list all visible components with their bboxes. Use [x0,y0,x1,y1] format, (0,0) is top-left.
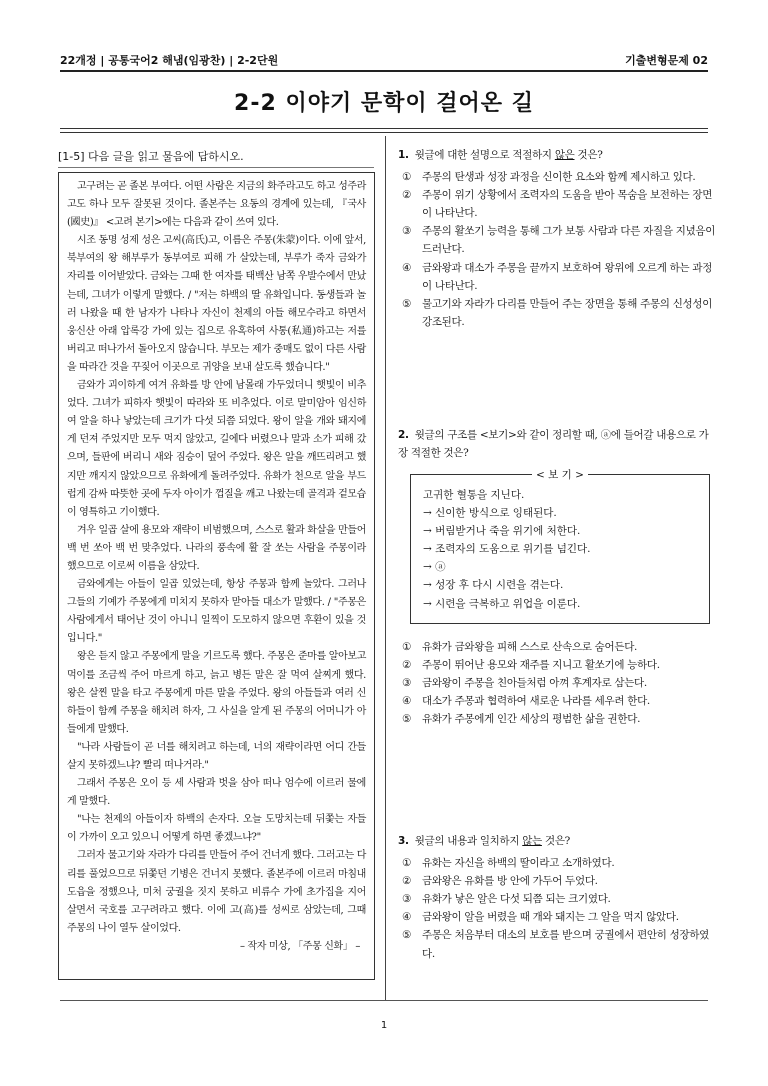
header-rule [60,70,708,72]
answer-option[interactable]: ④ 금와왕이 알을 버렸을 때 개와 돼지는 그 알을 먹지 않았다. [402,911,679,924]
column-divider [385,136,386,1001]
bogi-title: < 보 기 > [532,469,588,481]
passage-paragraph: 그러자 물고기와 자라가 다리를 만들어 주어 건너게 했다. 그러고는 다리를 풀었으므로 뒤쫓던 기병은 건너지 못했다. 졸본주에 이르러 마침내 도읍을 정했으나, 미처 궁궐을 짓지 못하고 비류수 가에 초가집을 지어 살면서 국호를 고구려라고 했다. 이에 고(高)를 성씨로 삼았는데, 그때 주몽의 나이 열두 살이었다. [67,850,366,934]
footer-rule [60,1000,708,1001]
passage-paragraph: 그래서 주몽은 오이 등 세 사람과 벗을 삼아 떠나 엄수에 이르러 물에게 말했다. [67,778,366,808]
question-stem: 3. 윗글의 내용과 일치하지 않는 것은? [398,835,570,847]
bogi-line: 고귀한 혈통을 지닌다. [423,489,525,501]
question-3 [398,832,718,963]
page-number: 1 [380,1020,388,1031]
answer-option[interactable]: ② 주몽이 위기 상황에서 조력자의 도움을 받아 목숨을 보전하는 장면이 나타난다. [402,189,713,220]
bogi-box [410,469,710,624]
passage-paragraph: 시조 동명 성제 성은 고씨(高氏)고, 이름은 주몽(朱蒙)이다. 이에 앞서, 북부여의 왕 해부루가 동부여로 피해 가 살았는데, 부루가 죽자 금와가 자리를 이어받았다. 금와는 그때 한 여자를 태백산 남쪽 우발수에서 만났는데, 그녀가 이렇게 말했다. / "저는 하백의 딸 유화입니다. 동생들과 놀러 나왔을 때 한 남자가 나타나 자신이 천제의 아들 해모수라고 하면서 웅신산 아래 압록강 가에 있는 집으로 유혹하여 사통(私通)하고는 저를 버리고 떠나가서 돌아오지 않습니다. 부모는 제가 중매도 없이 다른 사람을 따라간 것을 꾸짖어 이곳으로 귀양을 보내 살도록 했습니다." [67,235,366,373]
passage-paragraph: 겨우 일곱 살에 용모와 재략이 비범했으며, 스스로 활과 화살을 만들어 백 번 쏘아 백 번 맞추었다. 나라의 풍속에 활 잘 쏘는 사람을 주몽이라 했으므로 이로써 이름을 삼았다. [67,524,366,572]
title-rule [60,128,708,133]
answer-option[interactable]: ③ 주몽의 활쏘기 능력을 통해 그가 보통 사람과 다른 자질을 지녔음이 드러난다. [402,225,716,256]
bogi-line: → 조력자의 도움으로 위기를 넘긴다. [423,543,591,556]
bogi-line: → 버림받거나 죽을 위기에 처한다. [423,525,581,538]
header-exam-type: 기출변형문제 02 [625,54,708,67]
answer-option[interactable]: ① 유화는 자신을 하백의 딸이라고 소개하였다. [402,857,615,870]
answer-option[interactable]: ① 유화가 금와왕을 피해 스스로 산속으로 숨어든다. [402,641,638,653]
answer-option[interactable]: ⑤ 유화가 주몽에게 인간 세상의 평범한 삶을 권한다. [402,713,641,726]
passage-source: – 작자 미상, 「주몽 신화」 – [239,940,360,952]
question-number: 3. [398,835,409,847]
page-header [60,50,708,70]
answer-option[interactable]: ② 금와왕은 유화를 방 안에 가두어 두었다. [402,875,598,888]
header-course-info: 22개정 | 공통국어2 해냄(임광찬) | 2-2단원 [60,54,279,67]
passage-box [58,172,375,980]
answer-option[interactable]: ⑤ 물고기와 자라가 다리를 만들어 주는 장면을 통해 주몽의 신성성이 강조된다. [402,297,713,328]
page-title: 2-2 이야기 문학이 걸어온 길 [234,91,534,116]
bogi-line: → ⓐ [423,561,446,574]
passage-paragraph: 왕은 듣지 않고 주몽에게 말을 기르도록 했다. 주몽은 준마를 알아보고 먹이를 조금씩 주어 마르게 하고, 늙고 병든 말은 잘 먹여 살찌게 했다. 왕은 살찐 말을 타고 주몽에게 마른 말을 주었다. 왕의 아들들과 여러 신하들이 함께 주몽을 해치려 하자, 그 사실을 알게 된 주몽의 어머니가 아들에게 말했다. [67,651,366,735]
question-2-options [398,638,718,728]
passage-paragraph: 금와가 괴이하게 여겨 유화를 방 안에 남몰래 가두었더니 햇빛이 비추었다. 그녀가 피하자 햇빛이 따라와 또 비추었다. 이로 말미암아 임신하여 알을 하나 낳았는데 크기가 다섯 되쯤 되었다. 왕이 알을 개와 돼지에게 던져 주었지만 모두 먹지 않았고, 길에다 버렸으나 말과 소가 피해 갔으며, 들판에 버리니 새와 짐승이 덮어 주었다. 왕은 알을 깨뜨리려고 했지만 깨지지 않았으므로 유화에게 돌려주었다. 유화가 천으로 알을 부드럽게 감싸 따뜻한 곳에 두자 아이가 껍질을 깨고 나왔는데 골격과 겉모습이 영특하고 기이했다. [67,380,366,518]
passage-paragraph: 금와에게는 아들이 일곱 있었는데, 항상 주몽과 함께 놀았다. 그러나 그들의 기예가 주몽에게 미치지 못하자 맏아들 대소가 말했다. / "주몽은 사람에게서 태어난 것이 아니니 일찍이 도모하지 않으면 후환이 있을 것입니다." [67,579,366,645]
passage-paragraph: 고구려는 곧 졸본 부여다. 어떤 사람은 지금의 화주라고도 하고 성주라고도 하나 모두 잘못된 것이다. 졸본주는 요동의 경계에 있는데, 『국사(國史)』 <고려 본기>에는 다음과 같이 쓰여 있다. [67,181,366,229]
answer-option[interactable]: ① 주몽의 탄생과 성장 과정을 신이한 요소와 함께 제시하고 있다. [402,171,696,184]
answer-option[interactable]: ④ 금와왕과 대소가 주몽을 끝까지 보호하여 왕위에 오르게 하는 과정이 나타난다. [402,261,713,292]
answer-option[interactable]: ⑤ 주몽은 처음부터 대소의 보호를 받으며 궁궐에서 편안히 성장하였다. [402,929,710,960]
answer-option[interactable]: ② 주몽이 뛰어난 용모와 재주를 지니고 활쏘기에 능하다. [402,659,660,672]
question-number: 1. [398,149,409,161]
question-2 [398,426,718,466]
question-stem: 2. 윗글의 구조를 <보기>와 같이 정리할 때, ⓐ에 들어갈 내용으로 가장 적절한 것은? [398,429,709,460]
answer-option[interactable]: ③ 금와왕이 주몽을 친아들처럼 아껴 후계자로 삼는다. [402,677,647,690]
bogi-lines [423,486,591,613]
answer-option[interactable]: ④ 대소가 주몽과 협력하여 새로운 나라를 세우려 한다. [402,695,650,708]
instruction: [1-5] 다음 글을 읽고 물음에 답하시오. [58,150,244,163]
bogi-line: → 신이한 방식으로 잉태된다. [423,507,557,520]
passage-paragraph: "나는 천제의 아들이자 하백의 손자다. 오늘 도망치는데 뒤쫓는 자들이 가까이 오고 있으니 어떻게 하면 좋겠느냐?" [67,814,366,844]
bogi-line: → 시련을 극복하고 위업을 이룬다. [423,597,581,610]
answer-option[interactable]: ③ 유화가 낳은 알은 다섯 되쯤 되는 크기였다. [402,893,611,906]
question-stem: 1. 윗글에 대한 설명으로 적절하지 않은 것은? [398,149,603,161]
question-1 [398,146,718,331]
question-number: 2. [398,429,409,441]
bogi-line: → 성장 후 다시 시련을 겪는다. [423,579,564,592]
passage-paragraph: "나라 사람들이 곧 너를 해치려고 하는데, 너의 재략이라면 어디 간들 살지 못하겠느냐? 빨리 떠나거라." [67,741,366,771]
instruction-rule [58,167,374,168]
